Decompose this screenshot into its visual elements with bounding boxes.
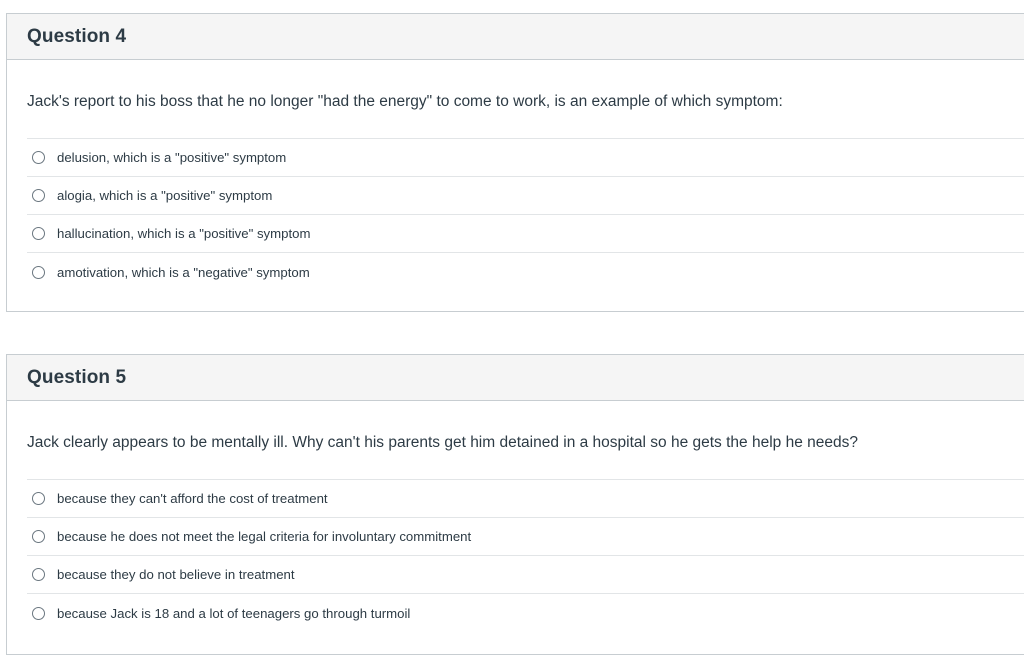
question-5-text: Jack clearly appears to be mentally ill. Why can't his parents get him detained in a hospital so he gets the help he needs? — [27, 434, 858, 451]
question-4-answer-4[interactable] — [27, 253, 1024, 291]
answer-label[interactable]: because they can't afford the cost of treatment — [57, 491, 328, 506]
answer-label[interactable]: because Jack is 18 and a lot of teenagers go through turmoil — [57, 605, 411, 621]
question-4-body — [7, 60, 1024, 291]
question-5-answers — [27, 479, 1024, 632]
radio-button[interactable] — [32, 151, 45, 164]
answer-label[interactable]: hallucination, which is a "positive" symptom — [57, 226, 311, 241]
radio-button[interactable] — [32, 607, 45, 620]
answer-label[interactable]: amotivation, which is a "negative" symptom — [57, 264, 310, 280]
question-4-answer-3[interactable] — [27, 215, 1024, 253]
question-4-text: Jack's report to his boss that he no longer "had the energy" to come to work, is an example of which symptom: — [27, 93, 783, 110]
radio-button[interactable] — [32, 568, 45, 581]
question-4-card — [6, 13, 1024, 312]
question-5-answer-4[interactable] — [27, 594, 1024, 632]
question-4-answers — [27, 138, 1024, 291]
question-5-answer-3[interactable] — [27, 556, 1024, 594]
radio-button[interactable] — [32, 227, 45, 240]
answer-label[interactable]: alogia, which is a "positive" symptom — [57, 188, 273, 203]
question-5-card — [6, 354, 1024, 655]
question-5-title: Question 5 — [27, 366, 127, 388]
question-5-header — [7, 355, 1024, 401]
answer-label[interactable]: because he does not meet the legal criteria for involuntary commitment — [57, 529, 472, 544]
radio-button[interactable] — [32, 189, 45, 202]
radio-button[interactable] — [32, 492, 45, 505]
question-5-body — [7, 401, 1024, 632]
question-4-header — [7, 14, 1024, 60]
question-4-answer-2[interactable] — [27, 177, 1024, 215]
radio-button[interactable] — [32, 266, 45, 279]
answer-label[interactable]: delusion, which is a "positive" symptom — [57, 150, 287, 165]
question-4-title: Question 4 — [27, 25, 127, 47]
question-4-answer-1[interactable] — [27, 139, 1024, 177]
answer-label[interactable]: because they do not believe in treatment — [57, 567, 295, 582]
radio-button[interactable] — [32, 530, 45, 543]
question-5-answer-1[interactable] — [27, 480, 1024, 518]
question-5-answer-2[interactable] — [27, 518, 1024, 556]
